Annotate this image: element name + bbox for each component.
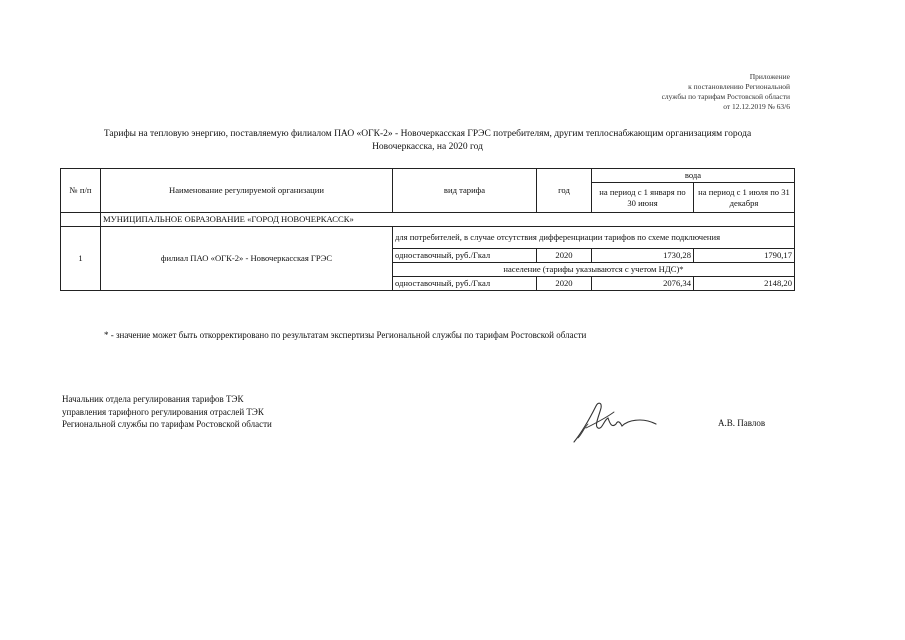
signer-position-line: управления тарифного регулирования отраслей ТЭК [62, 406, 264, 417]
handwritten-signature [568, 398, 660, 446]
group2-year: 2020 [537, 277, 592, 291]
group1-type: одноставочный, руб./Гкал [393, 249, 537, 263]
group1-year: 2020 [537, 249, 592, 263]
header-org: Наименование регулируемой организации [101, 169, 393, 213]
signer-position-line: Начальник отдела регулирования тарифов ТЭК [62, 394, 244, 404]
tariff-table [60, 168, 795, 291]
signer-position-line: Региональной службы по тарифам Ростовской области [62, 419, 272, 429]
appendix-line: службы по тарифам Ростовской области [661, 92, 790, 101]
row-number: 1 [61, 227, 101, 291]
signer-name: А.В. Павлов [718, 418, 766, 428]
appendix-line: к постановлению Региональной [688, 82, 790, 91]
group2-label: население (тарифы указываются с учетом НДС)* [393, 263, 795, 277]
group1-label: для потребителей, в случае отсутствия дифференциации тарифов по схеме подключения [393, 227, 795, 249]
header-period2: на период с 1 июля по 31 декабря [694, 183, 795, 213]
header-period1: на период с 1 января по 30 июня [592, 183, 694, 213]
signer-block [62, 393, 272, 431]
title-line: Тарифы на тепловую энергию, поставляемую филиалом ПАО «ОГК-2» - Новочеркасская ГРЭС потребителям, другим теплоснабжающим организациям города [103, 129, 752, 139]
appendix-header [662, 72, 790, 112]
group2-value-1: 2076,34 [592, 277, 694, 291]
group1-value-2: 1790,17 [694, 249, 795, 263]
header-water: вода [592, 169, 795, 183]
header-year: год [537, 169, 592, 213]
title-line: Новочеркасска, на 2020 год [372, 142, 483, 152]
group2-type: одноставочный, руб./Гкал [393, 277, 537, 291]
appendix-line: от 12.12.2019 № 63/6 [723, 102, 790, 111]
header-type: вид тарифа [393, 169, 537, 213]
appendix-line: Приложение [749, 72, 790, 81]
municipality-row: МУНИЦИПАЛЬНОЕ ОБРАЗОВАНИЕ «ГОРОД НОВОЧЕРКАССК» [101, 213, 795, 227]
document-title [60, 128, 795, 154]
municipality-empty-cell [61, 213, 101, 227]
group1-value-1: 1730,28 [592, 249, 694, 263]
footnote: * - значение может быть откорректировано по результатам экспертизы Региональной службы по тарифам Ростовской области [104, 330, 587, 340]
org-name: филиал ПАО «ОГК-2» - Новочеркасская ГРЭС [101, 227, 393, 291]
group2-value-2: 2148,20 [694, 277, 795, 291]
header-num: № п/п [61, 169, 101, 213]
